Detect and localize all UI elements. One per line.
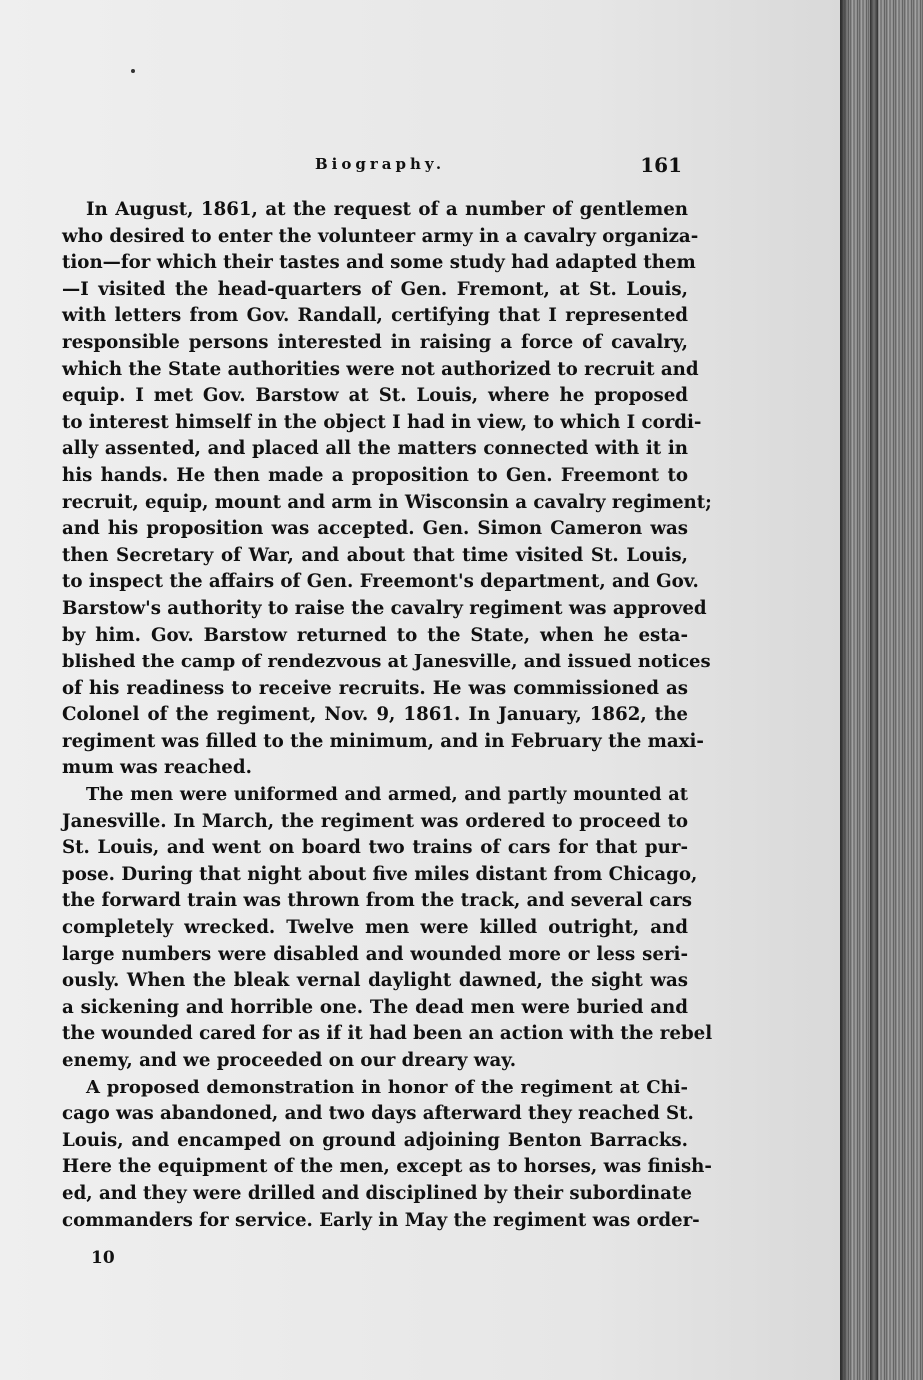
- text-line: Janesville. In March, the regiment was ordered to proceed to: [62, 810, 688, 832]
- text-line: Here the equipment of the men, except as to horses, was finish-: [62, 1156, 712, 1178]
- text-line: recruit, equip, mount and arm in Wisconsin a cavalry regiment;: [62, 491, 712, 513]
- text-line: to inspect the affairs of Gen. Freemont's department, and Gov.: [62, 571, 699, 593]
- text-line: the forward train was thrown from the track, and several cars: [62, 890, 692, 912]
- paragraph-3: [62, 1075, 712, 1235]
- paragraph-1: [62, 197, 712, 782]
- text-line: ally assented, and placed all the matters connected with it in: [62, 438, 688, 460]
- text-line: tion—for which their tastes and some study had adapted them: [62, 252, 696, 274]
- text-line: a sickening and horrible one. The dead men were buried and: [62, 996, 688, 1018]
- running-title: Biography.: [315, 155, 446, 173]
- text-line: blished the camp of rendezvous at Janesville, and issued notices: [62, 651, 711, 673]
- text-line: completely wrecked. Twelve men were killed outright, and: [62, 917, 688, 939]
- text-line: commanders for service. Early in May the regiment was order-: [62, 1209, 700, 1231]
- text-line: enemy, and we proceeded on our dreary way.: [62, 1050, 517, 1071]
- running-head: [62, 153, 688, 181]
- page-edges: [840, 0, 923, 1380]
- text-line: cago was abandoned, and two days afterward they reached St.: [62, 1103, 694, 1125]
- signature-mark: 10: [91, 1248, 115, 1268]
- text-line: with letters from Gov. Randall, certifying that I represented: [62, 305, 688, 327]
- text-line: responsible persons interested in raising a force of cavalry,: [62, 331, 688, 353]
- text-line: ed, and they were drilled and disciplined by their subordinate: [62, 1182, 692, 1204]
- body-text: [62, 197, 713, 1234]
- text-line: his hands. He then made a proposition to Gen. Freemont to: [62, 464, 688, 486]
- text-line: ously. When the bleak vernal daylight dawned, the sight was: [62, 970, 688, 992]
- text-line: which the State authorities were not authorized to recruit and: [62, 358, 699, 380]
- text-line: the wounded cared for as if it had been an action with the rebel: [62, 1023, 713, 1045]
- ink-speck: [131, 69, 135, 73]
- text-line: of his readiness to receive recruits. He was commissioned as: [62, 677, 688, 699]
- page-number: 161: [640, 153, 682, 177]
- text-line: mum was reached.: [62, 757, 252, 779]
- text-line: regiment was filled to the minimum, and in February the maxi-: [62, 730, 704, 752]
- text-line: by him. Gov. Barstow returned to the State, when he esta-: [62, 624, 688, 646]
- text-line: then Secretary of War, and about that time visited St. Louis,: [62, 544, 688, 566]
- paragraph-2: [62, 782, 713, 1075]
- text-line: Colonel of the regiment, Nov. 9, 1861. In January, 1862, the: [62, 704, 688, 726]
- text-line: Barstow's authority to raise the cavalry regiment was approved: [62, 597, 707, 619]
- text-line: to interest himself in the object I had in view, to which I cordi-: [62, 411, 702, 433]
- text-line: equip. I met Gov. Barstow at St. Louis, where he proposed: [62, 385, 688, 407]
- text-line: Louis, and encamped on ground adjoining Benton Barracks.: [62, 1129, 688, 1151]
- text-line: large numbers were disabled and wounded more or less seri-: [62, 943, 688, 965]
- text-line: who desired to enter the volunteer army in a cavalry organiza-: [62, 225, 699, 247]
- text-line: St. Louis, and went on board two trains of cars for that pur-: [62, 837, 688, 859]
- gutter-shadow: [840, 0, 850, 1380]
- text-line: In August, 1861, at the request of a number of gentlemen: [86, 199, 688, 220]
- text-line: —I visited the head-quarters of Gen. Fremont, at St. Louis,: [62, 278, 688, 300]
- text-line: and his proposition was accepted. Gen. Simon Cameron was: [62, 518, 688, 540]
- edge-band: [870, 0, 878, 1380]
- text-line: The men were uniformed and armed, and partly mounted at: [86, 784, 688, 806]
- text-line: A proposed demonstration in honor of the regiment at Chi-: [86, 1076, 688, 1098]
- text-line: pose. During that night about five miles distant from Chicago,: [62, 863, 698, 885]
